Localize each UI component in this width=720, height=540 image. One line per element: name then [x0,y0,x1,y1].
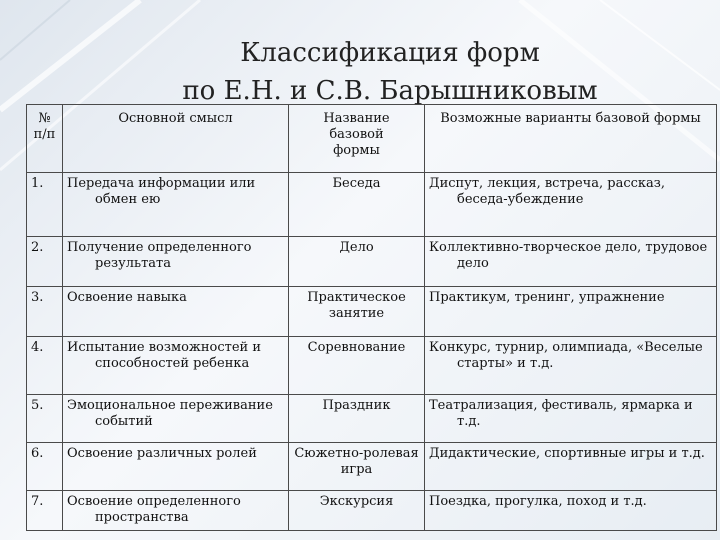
table-row [27,237,717,287]
cell-text: Дидактические, спортивные игры и т.д. [429,446,705,461]
title-line-1: Классификация форм [240,38,540,68]
cell-text: Коллективно-творческое дело, трудовое дело [429,240,708,271]
row-meaning [63,491,289,531]
row-variants [425,287,717,337]
cell-text: Беседа [332,176,381,191]
table-row [27,395,717,443]
cell-text: Экскурсия [319,494,394,509]
row-variants [425,173,717,237]
table-row [27,443,717,491]
cell-text: Праздник [322,398,391,413]
classification-table [26,104,717,531]
page-title [0,34,720,110]
cell-text: Театрализация, фестиваль, ярмарка и т.д. [429,398,693,429]
cell-text: Практикум, тренинг, упражнение [429,290,665,305]
cell-text: Соревнование [307,340,406,355]
row-meaning [63,237,289,287]
cell-text: Поездка, прогулка, поход и т.д. [429,494,647,509]
row-number: 6. [27,443,63,491]
row-number: 2. [27,237,63,287]
cell-text: Испытание возможностей и способностей ребенка [67,340,261,371]
cell-text: Передача информации или обмен ею [67,176,256,207]
cell-text: Освоение навыка [67,290,187,305]
header-number: № п/п [27,105,63,173]
title-line-2: по Е.Н. и С.В. Барышниковым [182,76,598,106]
row-meaning [63,443,289,491]
row-number: 7. [27,491,63,531]
cell-text: Эмоциональное переживание событий [67,398,273,429]
row-form [289,287,425,337]
cell-text: Освоение определенного пространства [67,494,241,525]
row-meaning [63,337,289,395]
row-variants [425,337,717,395]
header-meaning: Основной смысл [63,105,289,173]
table-row [27,173,717,237]
row-variants [425,237,717,287]
row-variants [425,443,717,491]
row-number: 3. [27,287,63,337]
header-form-name: Название базовой формы [289,105,425,173]
cell-text: Сюжетно-ролевая игра [294,446,419,477]
row-variants [425,491,717,531]
header-variants: Возможные варианты базовой формы [425,105,717,173]
cell-text: Получение определенного результата [67,240,252,271]
row-meaning [63,287,289,337]
row-form [289,443,425,491]
row-form [289,237,425,287]
row-meaning [63,395,289,443]
row-meaning [63,173,289,237]
row-form [289,395,425,443]
row-number: 1. [27,173,63,237]
table-row [27,491,717,531]
row-form [289,173,425,237]
table-row [27,287,717,337]
table-header-row [27,105,717,173]
table-row [27,337,717,395]
row-variants [425,395,717,443]
cell-text: Дело [339,240,374,255]
row-form [289,337,425,395]
row-number: 4. [27,337,63,395]
cell-text: Практическое занятие [307,290,406,321]
cell-text: Конкурс, турнир, олимпиада, «Веселые старты» и т.д. [429,340,703,371]
cell-text: Диспут, лекция, встреча, рассказ, беседа-убеждение [429,176,665,207]
row-form [289,491,425,531]
cell-text: Освоение различных ролей [67,446,257,461]
row-number: 5. [27,395,63,443]
